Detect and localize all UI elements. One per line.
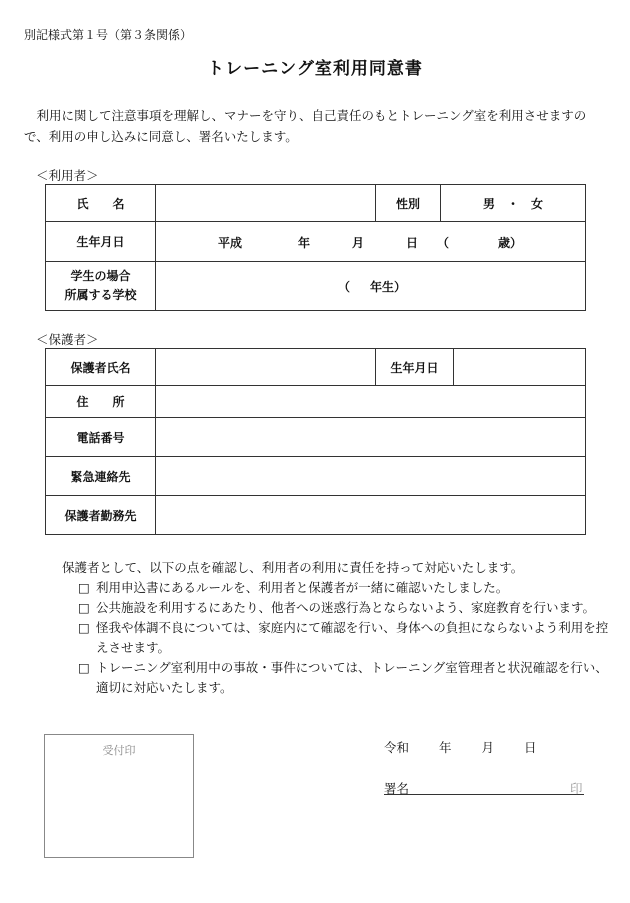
age-close: 歳） [498, 236, 523, 250]
grade-open: （ [338, 280, 351, 294]
workplace-field[interactable] [156, 496, 586, 535]
date-era: 令和 [384, 740, 410, 755]
checkbox-icon[interactable]: □ [78, 600, 90, 615]
user-name-label: 氏 名 [46, 185, 156, 222]
user-section-label: ＜利用者＞ [36, 168, 99, 183]
seal-mark: 印 [570, 781, 583, 796]
address-field[interactable] [156, 386, 586, 418]
birth-day-unit: 日 [406, 236, 419, 250]
page-title: トレーニング室利用同意書 [207, 59, 423, 79]
pledge-item [78, 578, 610, 598]
guardian-name-field[interactable] [156, 349, 376, 386]
school-field[interactable] [156, 262, 586, 311]
gender-options[interactable]: 男 ・ 女 [441, 185, 586, 222]
guardian-birth-label: 生年月日 [376, 349, 454, 386]
grade-close: 年生） [370, 280, 407, 294]
checkbox-icon[interactable]: □ [78, 620, 90, 635]
guardian-birth-field[interactable] [454, 349, 586, 386]
pledge-item-text: トレーニング室利用中の事故・事件については、トレーニング室管理者と状況確認を行い、適切に対応いたします。 [96, 660, 608, 695]
pledge-list [78, 578, 610, 698]
user-name-field[interactable] [156, 185, 376, 222]
checkbox-icon[interactable]: □ [78, 660, 90, 675]
date-month-unit: 月 [481, 740, 495, 755]
birth-year-unit: 年 [298, 236, 311, 250]
emergency-label: 緊急連絡先 [46, 457, 156, 496]
address-label: 住 所 [46, 386, 156, 418]
user-table [45, 184, 586, 311]
user-birth-field[interactable] [156, 222, 586, 262]
signature-field[interactable] [384, 779, 584, 795]
school-label [46, 262, 156, 311]
emergency-field[interactable] [156, 457, 586, 496]
pledge-item [78, 598, 610, 618]
pledge-item [78, 658, 610, 698]
intro-paragraph: 利用に関して注意事項を理解し、マナーを守り、自己責任のもとトレーニング室を利用させますので、利用の申し込みに同意し、署名いたします。 [24, 108, 587, 144]
guardian-name-label: 保護者氏名 [46, 349, 156, 386]
age-open: （ [437, 236, 450, 250]
user-birth-label: 生年月日 [46, 222, 156, 262]
date-line[interactable] [384, 738, 537, 756]
pledge-item-text: 公共施設を利用するにあたり、他者への迷惑行為とならないよう、家庭教育を行います。 [96, 600, 596, 615]
birth-month-unit: 月 [352, 236, 365, 250]
signature-label: 署名 [384, 781, 410, 796]
date-day-unit: 日 [524, 740, 537, 755]
phone-field[interactable] [156, 418, 586, 457]
guardian-section-label: ＜保護者＞ [36, 332, 99, 347]
date-year-unit: 年 [439, 740, 452, 755]
phone-label: 電話番号 [46, 418, 156, 457]
school-label-line2: 所属する学校 [64, 288, 137, 302]
workplace-label: 保護者勤務先 [46, 496, 156, 535]
gender-label: 性別 [376, 185, 441, 222]
pledge-item-text: 怪我や体調不良については、家庭内にて確認を行い、身体への負担にならないよう利用を控えさせます。 [96, 620, 609, 655]
pledge-item [78, 618, 610, 658]
birth-era: 平成 [218, 236, 243, 250]
form-number: 別記様式第１号（第３条関係） [24, 28, 193, 42]
checkbox-icon[interactable]: □ [78, 580, 90, 595]
school-label-line1: 学生の場合 [70, 269, 131, 283]
guardian-table [45, 348, 586, 535]
pledge-heading: 保護者として、以下の点を確認し、利用者の利用に責任を持って対応いたします。 [62, 560, 524, 575]
pledge-item-text: 利用申込書にあるルールを、利用者と保護者が一緒に確認いたしました。 [96, 580, 509, 595]
reception-stamp-label: 受付印 [102, 744, 136, 757]
